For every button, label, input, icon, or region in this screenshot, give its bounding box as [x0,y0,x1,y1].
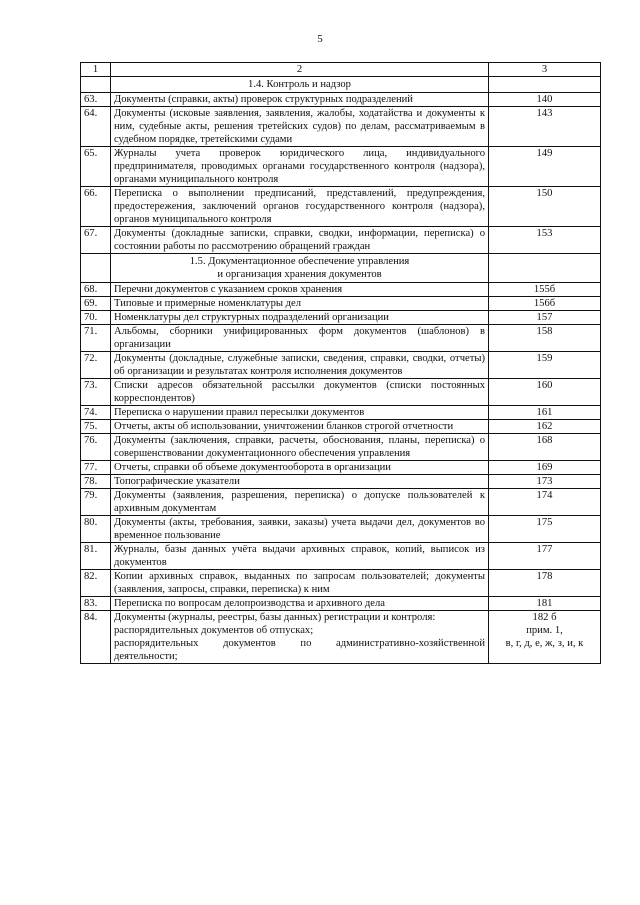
row-description-text: Копии архивных справок, выданных по запросам пользователей; документы (заявления, запросы, справки, переписка) к ним [114,571,485,595]
table-row [81,93,601,107]
article-ref-line: 181 [536,598,553,609]
row-description-text: Документы (исковые заявления, заявления, жалобы, ходатайства и документы к ним, судебные акты, решения третейских судов) по делам, рассматриваемым в судебном порядке, третейскими судами [114,108,485,145]
row-article-ref [489,597,601,611]
row-description [111,461,489,475]
article-ref-line: 153 [536,228,553,239]
row-description [111,543,489,570]
article-ref-line: 160 [536,380,553,391]
section-ref-cell [489,77,601,93]
row-article-ref [489,325,601,352]
row-description-text: Документы (докладные записки, справки, сводки, информации, переписка) о состоянии работы по рассмотрению обращений граждан [114,228,485,252]
table-row [81,406,601,420]
page-number: 5 [317,33,323,45]
row-description [111,420,489,434]
row-article-ref [489,352,601,379]
table-row [81,352,601,379]
row-article-ref [489,147,601,187]
row-number: 73. [81,379,111,406]
article-ref-line: 156б [533,298,556,309]
row-description [111,147,489,187]
row-article-ref [489,297,601,311]
article-ref-line: 155б [533,284,556,295]
table-row [81,475,601,489]
row-description [111,406,489,420]
row-description [111,93,489,107]
table-row [81,611,601,664]
header-col-2: 2 [111,63,489,77]
article-ref-line: 157 [536,312,553,323]
row-description-text: Типовые и примерные номенклатуры дел [114,298,302,309]
article-ref-line: 175 [536,517,553,528]
row-number: 75. [81,420,111,434]
row-number: 70. [81,311,111,325]
row-description-text: Топографические указатели [114,476,240,487]
table-row [81,297,601,311]
row-article-ref [489,379,601,406]
row-description-text: Номенклатуры дел структурных подразделений организации [114,312,389,323]
section-title-line: 1.4. Контроль и надзор [248,79,351,90]
table-row [81,420,601,434]
row-description-text: Отчеты, справки об объеме документооборота в организации [114,462,391,473]
article-ref-line: в, г, д, е, ж, з, и, к [505,638,584,649]
row-number: 79. [81,489,111,516]
row-description [111,475,489,489]
row-number: 66. [81,187,111,227]
table-row [81,379,601,406]
article-ref-line: 174 [536,490,553,501]
row-description-text: Переписка о нарушении правил пересылки документов [114,407,365,418]
section-row [81,254,601,283]
table-header-row [81,63,601,77]
row-description [111,597,489,611]
row-description [111,297,489,311]
row-description-text: Документы (заключения, справки, расчеты, обоснования, планы, переписка) о совершенствовании документационного обеспечения управления [114,435,485,459]
row-description-text: Списки адресов обязательной рассылки документов (списки постоянных корреспондентов) [114,380,485,404]
table-row [81,227,601,254]
article-ref-line: 149 [536,148,553,159]
article-ref-line: 162 [536,421,553,432]
article-ref-line: 177 [536,544,553,555]
row-article-ref [489,434,601,461]
table-row [81,187,601,227]
article-ref-line: 169 [536,462,553,473]
row-article-ref [489,283,601,297]
article-ref-line: 140 [536,94,553,105]
section-num-cell [81,254,111,283]
row-description [111,283,489,297]
row-number: 83. [81,597,111,611]
row-article-ref [489,475,601,489]
row-number: 78. [81,475,111,489]
row-article-ref [489,107,601,147]
row-description-text: Журналы, базы данных учёта выдачи архивных справок, копий, выписок из документов [114,544,485,568]
row-article-ref [489,461,601,475]
row-article-ref [489,516,601,543]
article-ref-line: 143 [536,108,553,119]
row-number: 76. [81,434,111,461]
row-description-text: Переписка о выполнении предписаний, представлений, предупреждения, предостережения, заключений органов государственного контроля (надзора), органов муниципального контроля [114,188,485,225]
row-article-ref [489,406,601,420]
row-description [111,311,489,325]
section-title-line: 1.5. Документационное обеспечение управления [189,256,410,267]
row-article-ref [489,420,601,434]
section-num-cell [81,77,111,93]
row-description [111,516,489,543]
table-row [81,107,601,147]
table-row [81,147,601,187]
article-ref-line: прим. 1, [526,625,563,636]
section-row [81,77,601,93]
row-description-text: Отчеты, акты об использовании, уничтожении бланков строгой отчетности [114,421,454,432]
row-sub-item: распорядительных документов об отпусках; [114,625,314,636]
table-row [81,461,601,475]
row-description-text: Документы (докладные, служебные записки, сведения, справки, сводки, отчеты) об организации и результатах контроля исполнения документов [114,353,485,377]
row-article-ref [489,489,601,516]
row-description-text: Документы (справки, акты) проверок структурных подразделений [114,94,413,105]
row-number: 74. [81,406,111,420]
row-number: 64. [81,107,111,147]
table-row [81,489,601,516]
row-number: 71. [81,325,111,352]
row-number: 63. [81,93,111,107]
article-ref-line: 182 б [532,612,557,623]
row-description-text: Альбомы, сборники унифицированных форм документов (шаблонов) в организации [114,326,485,350]
row-description [111,611,489,664]
header-col-3: 3 [489,63,601,77]
row-number: 80. [81,516,111,543]
row-description [111,434,489,461]
table-row [81,434,601,461]
table-row [81,283,601,297]
row-article-ref [489,187,601,227]
row-number: 68. [81,283,111,297]
row-article-ref [489,543,601,570]
row-number: 81. [81,543,111,570]
article-ref-line: 178 [536,571,553,582]
row-description [111,352,489,379]
row-description [111,379,489,406]
section-title-line: и организация хранения документов [217,269,382,280]
header-col-1: 1 [81,63,111,77]
row-number: 72. [81,352,111,379]
table-row [81,516,601,543]
table-row [81,597,601,611]
row-description-text: Переписка по вопросам делопроизводства и архивного дела [114,598,385,609]
row-description-text: Документы (акты, требования, заявки, заказы) учета выдачи дел, документов во временное пользование [114,517,485,541]
article-ref-line: 158 [536,326,553,337]
article-ref-line: 159 [536,353,553,364]
section-title [111,254,489,283]
article-ref-line: 150 [536,188,553,199]
row-article-ref [489,227,601,254]
row-article-ref [489,93,601,107]
row-description [111,489,489,516]
row-article-ref [489,570,601,597]
table-row [81,311,601,325]
section-title [111,77,489,93]
table-row [81,570,601,597]
row-number: 69. [81,297,111,311]
table-row [81,325,601,352]
row-article-ref [489,311,601,325]
row-number: 77. [81,461,111,475]
row-number: 84. [81,611,111,664]
row-description [111,187,489,227]
row-description [111,325,489,352]
row-number: 65. [81,147,111,187]
row-description [111,570,489,597]
article-ref-line: 161 [536,407,553,418]
row-description-text: Журналы учета проверок юридического лица, индивидуального предпринимателя, проводимых органами государственного контроля (надзора), органами муниципального контроля [114,148,485,185]
section-ref-cell [489,254,601,283]
article-ref-line: 173 [536,476,553,487]
row-description [111,107,489,147]
row-description-text: Перечни документов с указанием сроков хранения [114,284,343,295]
table-row [81,543,601,570]
row-number: 67. [81,227,111,254]
row-number: 82. [81,570,111,597]
records-table [80,62,601,664]
row-description-text: Документы (заявления, разрешения, переписка) о допуске пользователей к архивным документам [114,490,485,514]
row-description [111,227,489,254]
row-sub-item: распорядительных документов по административно-хозяйственной деятельности; [114,638,485,662]
row-article-ref [489,611,601,664]
article-ref-line: 168 [536,435,553,446]
row-description-text: Документы (журналы, реестры, базы данных) регистрации и контроля: [114,612,436,623]
